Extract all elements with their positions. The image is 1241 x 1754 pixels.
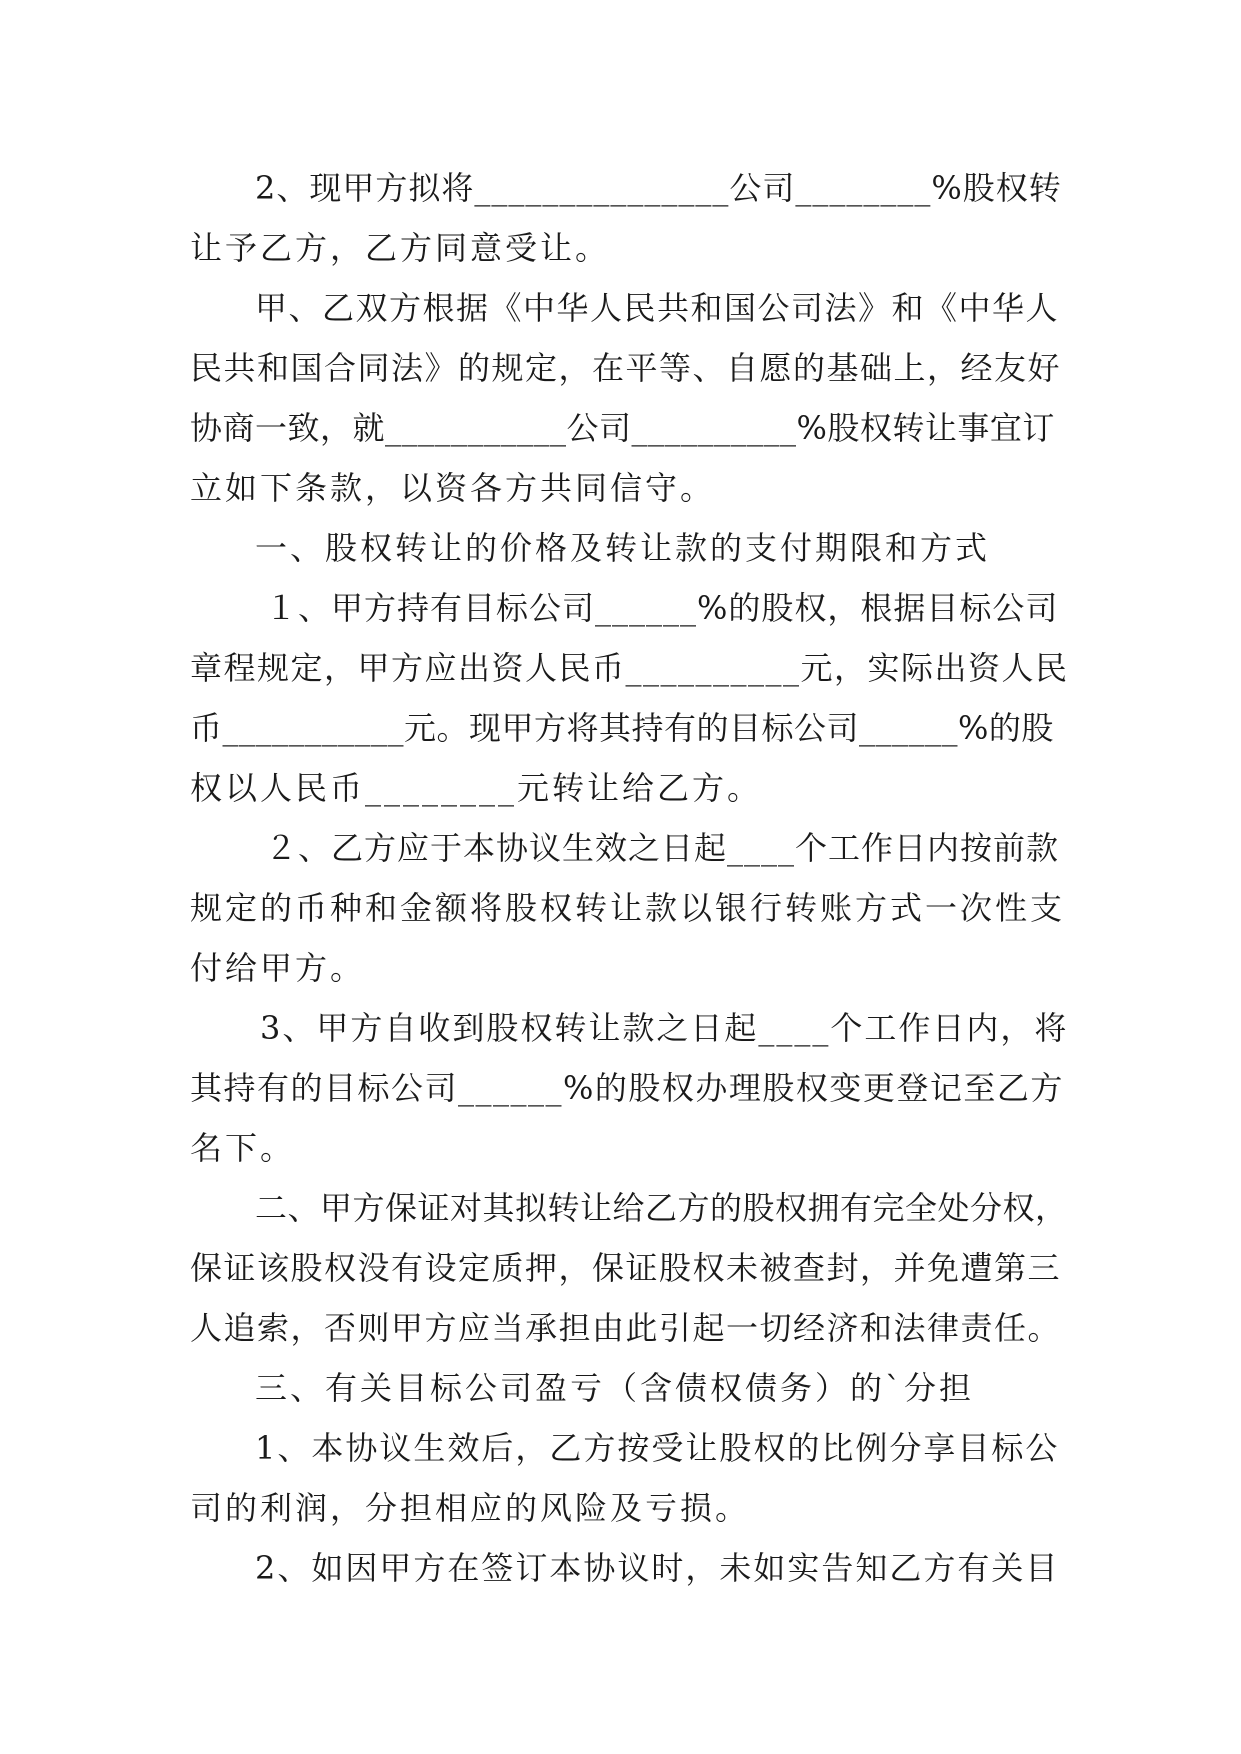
- section-3-heading: 三、有关目标公司盈亏（含债权债务）的`分担: [255, 1369, 975, 1407]
- section-2-line-2: 保证该股权没有设定质押，保证股权未被查封，并免遭第三: [190, 1249, 1062, 1287]
- preamble-line-4: 立如下条款，以资各方共同信守。: [190, 469, 716, 507]
- section-1-item-3-line-3: 名下。: [190, 1129, 296, 1167]
- section-1-item-2-line-2: 规定的币种和金额将股权转让款以银行转账方式一次性支: [190, 889, 1066, 927]
- preamble-line-2: 民共和国合同法》的规定，在平等、自愿的基础上，经友好: [190, 349, 1062, 387]
- section-3-item-1-line-2: 司的利润，分担相应的风险及亏损。: [190, 1489, 751, 1527]
- preamble-line-1: 甲、乙双方根据《中华人民共和国公司法》和《中华人: [255, 289, 1060, 327]
- section-2-line-1: 二、甲方保证对其拟转让给乙方的股权拥有完全处分权，: [255, 1189, 1068, 1227]
- section-1-heading: 一、股权转让的价格及转让款的支付期限和方式: [255, 529, 991, 567]
- section-3-item-1-line-1: 1、本协议生效后，乙方按受让股权的比例分享目标公: [255, 1429, 1060, 1467]
- section-1-item-1-line-2: 章程规定，甲方应出资人民币__________元，实际出资人民: [190, 649, 1069, 687]
- section-3-item-2-line-1: 2、如因甲方在签订本协议时，未如实告知乙方有关目: [255, 1549, 1060, 1587]
- section-1-item-3-line-2: 其持有的目标公司______%的股权办理股权变更登记至乙方: [190, 1069, 1064, 1107]
- section-1-item-1-line-3: 币___________元。现甲方将其持有的目标公司______%的股: [190, 709, 1054, 747]
- document-body: [190, 158, 1070, 1598]
- section-1-item-2-line-1: ２、乙方应于本协议生效之日起____个工作日内按前款: [265, 829, 1060, 867]
- section-1-item-1-line-1: １、甲方持有目标公司______%的股权，根据目标公司: [265, 589, 1059, 627]
- clause-2-line-1: 2、现甲方拟将_______________公司________%股权转: [255, 169, 1062, 207]
- preamble-line-3: 协商一致，就___________公司__________%股权转让事宜订: [190, 409, 1055, 447]
- section-1-item-2-line-3: 付给甲方。: [190, 949, 366, 987]
- section-2-line-3: 人追索，否则甲方应当承担由此引起一切经济和法律责任。: [190, 1309, 1062, 1347]
- clause-2-line-2: 让予乙方，乙方同意受让。: [190, 229, 611, 267]
- section-1-item-1-line-4: 权以人民币________元转让给乙方。: [190, 769, 763, 807]
- section-1-item-3-line-1: 3、甲方自收到股权转让款之日起____个工作日内，将: [260, 1009, 1069, 1047]
